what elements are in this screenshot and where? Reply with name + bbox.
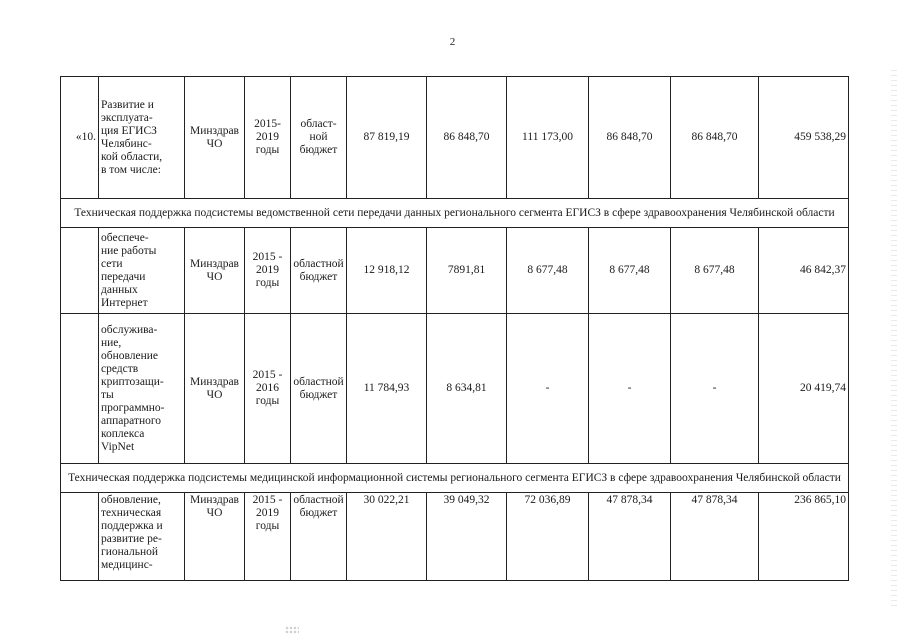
section-heading: Техническая поддержка подсистемы медицинской информационной системы регионального сегмента ЕГИСЗ в сфере здравоохранения Челябинской области xyxy=(61,464,849,493)
value-2018: 86 848,70 xyxy=(589,77,671,199)
value-total: 236 865,10 xyxy=(759,493,849,581)
value-2019: 47 878,34 xyxy=(671,493,759,581)
item-name: обслужива- ние, обновление средств криптозащи- ты программно- аппаратного коплекса VipNet xyxy=(99,314,185,464)
executor: Минздрав ЧО xyxy=(185,228,245,314)
row-number xyxy=(61,314,99,464)
period: 2015- 2019 годы xyxy=(245,77,291,199)
value-total: 459 538,29 xyxy=(759,77,849,199)
value-2017: 72 036,89 xyxy=(507,493,589,581)
funding-source: областной бюджет xyxy=(291,228,347,314)
period: 2015 - 2019 годы xyxy=(245,228,291,314)
table-row xyxy=(61,228,849,314)
funding-source: областной бюджет xyxy=(291,493,347,581)
scan-edge-noise xyxy=(891,70,897,610)
executor: Минздрав ЧО xyxy=(185,77,245,199)
value-2015: 87 819,19 xyxy=(347,77,427,199)
funding-source: областной бюджет xyxy=(291,314,347,464)
value-2019: - xyxy=(671,314,759,464)
value-2016: 7891,81 xyxy=(427,228,507,314)
value-2018: - xyxy=(589,314,671,464)
section-heading-row xyxy=(61,464,849,493)
table-row xyxy=(61,77,849,199)
item-name: обеспече- ние работы сети передачи данных Интернет xyxy=(99,228,185,314)
value-2018: 47 878,34 xyxy=(589,493,671,581)
value-2016: 8 634,81 xyxy=(427,314,507,464)
value-2015: 30 022,21 xyxy=(347,493,427,581)
period: 2015 - 2016 годы xyxy=(245,314,291,464)
row-number: «10. xyxy=(61,77,99,199)
value-2017: - xyxy=(507,314,589,464)
value-2017: 8 677,48 xyxy=(507,228,589,314)
page-number: 2 xyxy=(449,36,456,48)
value-2017: 111 173,00 xyxy=(507,77,589,199)
row-number xyxy=(61,493,99,581)
value-2018: 8 677,48 xyxy=(589,228,671,314)
value-2016: 86 848,70 xyxy=(427,77,507,199)
value-2019: 8 677,48 xyxy=(671,228,759,314)
value-2015: 11 784,93 xyxy=(347,314,427,464)
table-row xyxy=(61,314,849,464)
section-heading-row xyxy=(61,199,849,228)
executor: Минздрав ЧО xyxy=(185,314,245,464)
funding-source: област- ной бюджет xyxy=(291,77,347,199)
item-name: Развитие и эксплуата- ция ЕГИСЗ Челябинс- кой области, в том числе: xyxy=(99,77,185,199)
value-total: 20 419,74 xyxy=(759,314,849,464)
executor: Минздрав ЧО xyxy=(185,493,245,581)
scan-dots-noise xyxy=(285,626,299,634)
budget-table xyxy=(60,76,849,581)
value-total: 46 842,37 xyxy=(759,228,849,314)
period: 2015 - 2019 годы xyxy=(245,493,291,581)
section-heading: Техническая поддержка подсистемы ведомственной сети передачи данных регионального сегмента ЕГИСЗ в сфере здравоохранения Челябинской области xyxy=(61,199,849,228)
value-2019: 86 848,70 xyxy=(671,77,759,199)
value-2016: 39 049,32 xyxy=(427,493,507,581)
item-name: обновление, техническая поддержка и развитие ре- гиональной медицинс- xyxy=(99,493,185,581)
table-row xyxy=(61,493,849,581)
row-number xyxy=(61,228,99,314)
value-2015: 12 918,12 xyxy=(347,228,427,314)
